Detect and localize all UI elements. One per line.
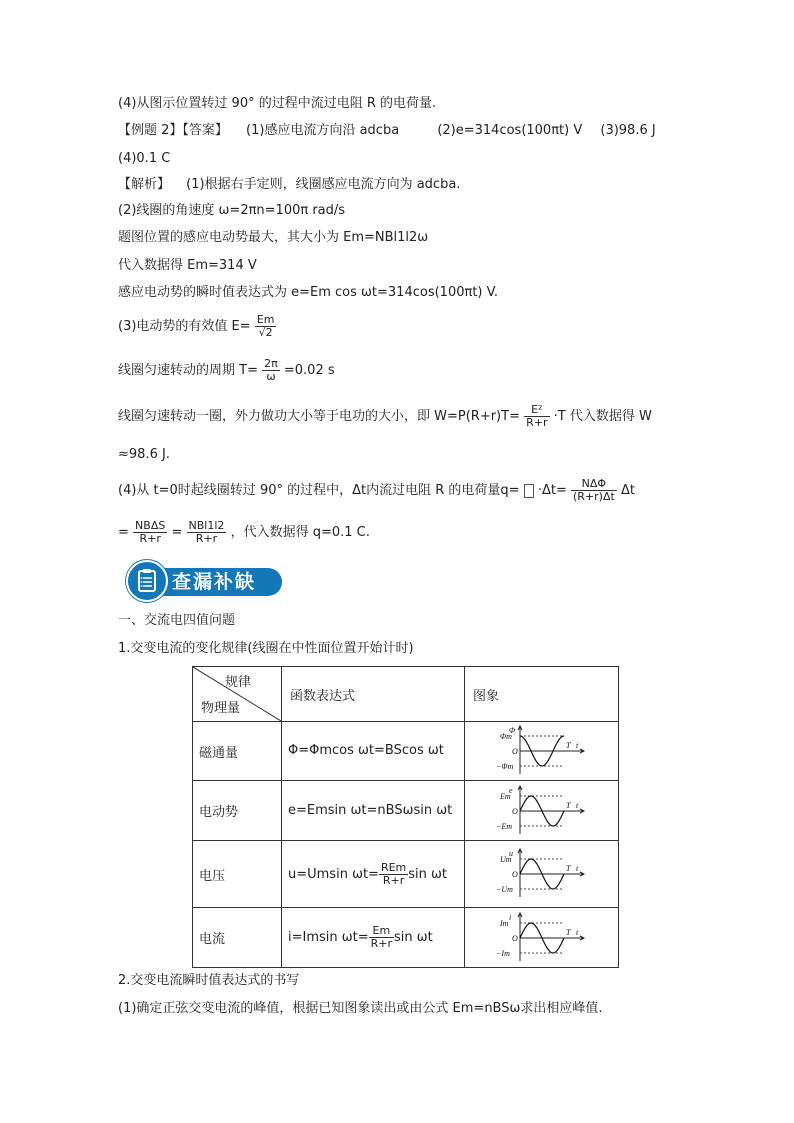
fraction-numerator: Em xyxy=(256,313,275,326)
fraction-e2-rr xyxy=(524,404,549,429)
origin-label: O xyxy=(511,747,518,756)
header-formula: 函数表达式 xyxy=(282,667,465,722)
analysis-line-5: 感应电动势的瞬时值表达式为 e=Em cos ωt=314cos(100πt) V. xyxy=(118,285,498,300)
fraction-numerator: Em xyxy=(369,925,394,938)
header-quantity-label: 物理量 xyxy=(201,701,241,716)
header-graph: 图象 xyxy=(465,667,619,722)
formula-current-a: i=Imsin ωt= xyxy=(288,930,369,945)
fraction-numerator: 2π xyxy=(264,357,278,370)
subsection-1: 1.交变电流的变化规律(线圈在中性面位置开始计时) xyxy=(118,641,414,656)
formula-flux: Φ=Φmcos ωt=BScos ωt xyxy=(282,722,465,781)
fraction-denominator: R+r xyxy=(370,937,393,950)
answer-1: (1)感应电流方向沿 adcba xyxy=(246,123,400,138)
fraction-2pi-omega xyxy=(262,358,280,383)
analysis-line-9: ≈98.6 J. xyxy=(118,447,170,462)
graph-current-cell xyxy=(465,908,619,968)
fraction-em-root2 xyxy=(255,314,277,339)
eq-sign: = xyxy=(118,525,129,540)
fraction-current xyxy=(369,925,394,950)
peak-label: Im xyxy=(499,918,508,928)
period-value: =0.02 s xyxy=(283,363,335,378)
period-label: T xyxy=(565,800,570,810)
row-label-emf: 电动势 xyxy=(193,781,282,841)
work-text: 线圈匀速转动一圈，外力做功大小等于电功的大小，即 W=P(R+r)T= xyxy=(118,409,520,424)
period-label: T xyxy=(565,864,570,873)
origin-label: O xyxy=(511,870,518,879)
fraction-flux xyxy=(571,478,617,503)
axis-label: e xyxy=(508,785,513,795)
clipboard-icon xyxy=(126,560,168,602)
charge-text-tail: Δt xyxy=(620,483,635,498)
origin-label: O xyxy=(511,806,518,816)
fraction-numerator: NBl1l2 xyxy=(188,519,225,532)
formula-voltage-b: sin ωt xyxy=(408,866,448,882)
axis-label: u xyxy=(508,849,513,858)
graph-flux-cell xyxy=(465,722,619,781)
fraction-denominator: R+r xyxy=(526,416,548,429)
analysis-line-8 xyxy=(118,404,652,429)
example-answer-label: 【例题 2】【答案】 xyxy=(118,123,228,138)
time-label: t xyxy=(575,864,578,873)
graph-emf xyxy=(496,784,588,838)
fraction-numerator: NBΔS xyxy=(135,519,166,532)
trough-label: −Φm xyxy=(495,762,513,771)
graph-voltage-cell xyxy=(465,841,619,908)
fraction-numerator: REm xyxy=(380,860,407,874)
charge-text-mid: ·Δt= xyxy=(537,483,567,498)
fraction-denominator: R+r xyxy=(382,873,405,887)
graph-current xyxy=(496,911,588,965)
fraction-numerator: E² xyxy=(524,404,549,417)
period-text: 线圈匀速转动的周期 T= xyxy=(118,363,258,378)
peak-label: Φm xyxy=(499,732,512,741)
peak-label: Em xyxy=(499,791,511,801)
fraction-denominator: √2 xyxy=(258,326,273,339)
formula-emf: e=Emsin ωt=nBSωsin ωt xyxy=(282,781,465,841)
answer-3: (3)98.6 J xyxy=(600,123,656,138)
analysis-line-11 xyxy=(118,520,370,545)
time-label: t xyxy=(575,741,578,750)
row-label-voltage: 电压 xyxy=(193,841,282,908)
analysis-line-3: 题图位置的感应电动势最大，其大小为 Em=NBl1l2ω xyxy=(118,230,429,245)
answer-2: (2)e=314cos(100πt) V xyxy=(437,123,583,138)
axis-label: Φ xyxy=(508,726,515,735)
work-text-tail: ·T 代入数据得 W xyxy=(553,409,652,424)
subsection-2: 2.交变电流瞬时值表达式的书写 xyxy=(118,973,300,988)
banner-title: 查漏补缺 xyxy=(172,571,257,593)
answer-line xyxy=(118,122,656,140)
header-rule-label: 规律 xyxy=(224,675,251,690)
fraction-denominator: (R+r)Δt xyxy=(572,490,615,503)
graph-emf-cell xyxy=(465,781,619,841)
table-header-row xyxy=(193,667,619,722)
line-part4-question: (4)从图示位置转过 90° 的过程中流过电阻 R 的电荷量. xyxy=(118,96,437,111)
answer-4: (4)0.1 C xyxy=(118,151,171,166)
row-label-current: 电流 xyxy=(193,908,282,968)
fraction-denominator: ω xyxy=(266,370,276,383)
analysis-line-6 xyxy=(118,314,276,339)
formula-voltage xyxy=(282,841,465,908)
table-row xyxy=(193,841,619,908)
row-label-flux: 磁通量 xyxy=(193,722,282,781)
peak-label: Um xyxy=(499,855,512,864)
header-diagonal-cell xyxy=(193,667,282,722)
period-label: T xyxy=(565,927,570,937)
fraction-denominator: R+r xyxy=(195,532,218,545)
time-label: t xyxy=(575,927,578,937)
analysis-label: 【解析】 xyxy=(118,177,171,192)
time-label: t xyxy=(575,800,578,810)
clipboard-icon-graphic xyxy=(128,562,166,600)
formula-voltage-a: u=Umsin ωt= xyxy=(288,866,379,882)
trough-label: −Im xyxy=(495,948,510,958)
table-row xyxy=(193,722,619,781)
formula-current-b: sin ωt xyxy=(394,930,433,945)
graph-voltage xyxy=(496,847,588,901)
section-heading: 一、交流电四值问题 xyxy=(118,613,236,628)
table-row xyxy=(193,908,619,968)
analysis-line-4: 代入数据得 Em=314 V xyxy=(118,258,257,273)
axis-label: i xyxy=(508,912,511,922)
trough-label: −Em xyxy=(495,821,512,831)
graph-flux xyxy=(496,724,588,778)
eq-sign: = xyxy=(171,525,183,540)
table-row xyxy=(193,781,619,841)
placeholder-box-icon xyxy=(524,484,534,498)
subsection-2-step-1: (1)确定正弦交变电流的峰值，根据已知图象读出或由公式 Em=nBSω求出相应峰值. xyxy=(118,1001,603,1016)
analysis-line-7 xyxy=(118,358,335,383)
analysis-line-10 xyxy=(118,478,635,503)
period-label: T xyxy=(565,741,570,750)
fraction-denominator: R+r xyxy=(139,532,161,545)
trough-label: −Um xyxy=(495,885,513,894)
diagonal-header xyxy=(193,667,281,721)
effective-value-text: (3)电动势的有效值 E= xyxy=(118,319,251,334)
formula-current xyxy=(282,908,465,968)
analysis-part1: (1)根据右手定则，线圈感应电流方向为 adcba. xyxy=(186,177,461,192)
fraction-numerator: NΔΦ xyxy=(571,478,617,491)
charge-result: ，代入数据得 q=0.1 C. xyxy=(230,525,370,540)
fraction-nbds xyxy=(133,520,167,545)
fraction-nbl xyxy=(187,520,227,545)
section-banner xyxy=(126,560,282,600)
ac-law-table xyxy=(192,666,619,968)
charge-text: (4)从 t=0时起线圈转过 90° 的过程中，Δt内流过电阻 R 的电荷量q= xyxy=(118,483,520,498)
analysis-line-2: (2)线圈的角速度 ω=2πn=100π rad/s xyxy=(118,203,346,218)
analysis-line-1 xyxy=(118,176,460,194)
fraction-voltage xyxy=(379,862,408,887)
origin-label: O xyxy=(511,933,518,943)
